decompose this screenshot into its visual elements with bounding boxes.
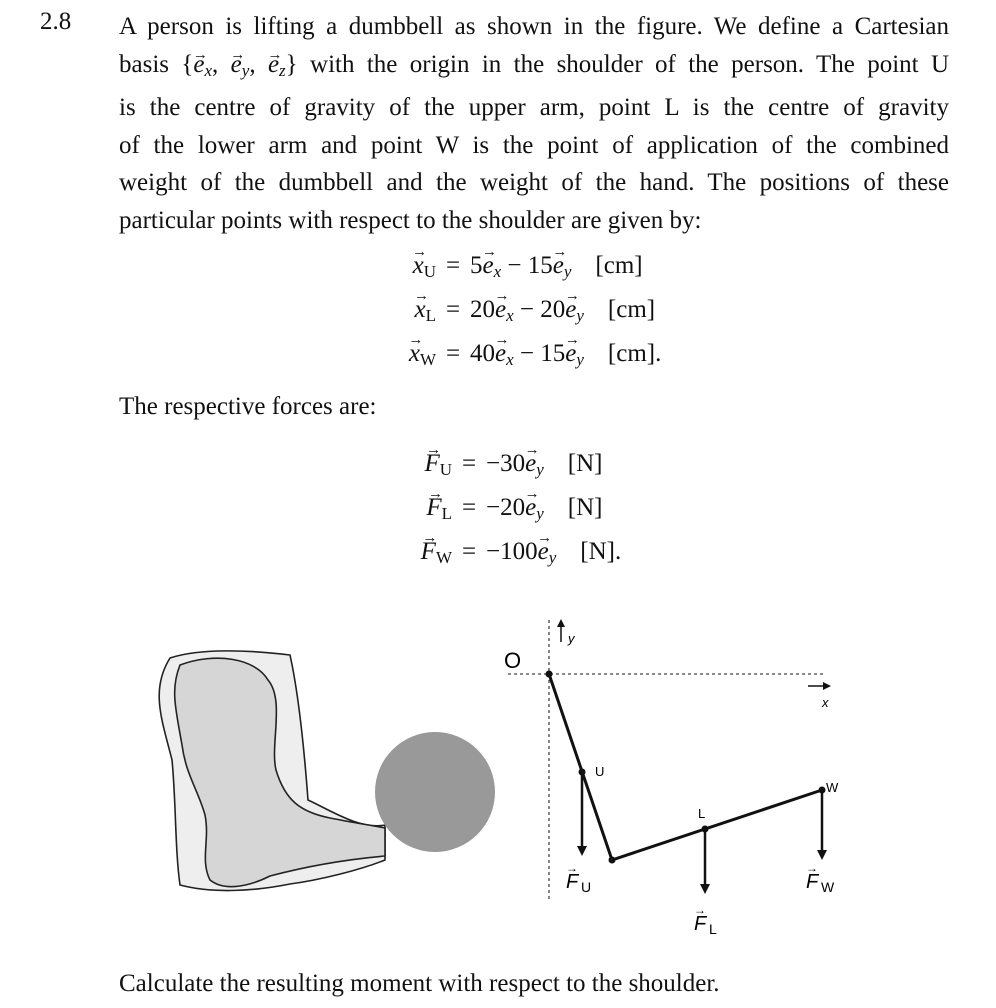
- question-text: Calculate the resulting moment with respect to the shoulder.: [119, 970, 720, 997]
- svg-text:L: L: [709, 921, 717, 937]
- force-eq-u: → $F_U$ = −30→ ey [N]: [412, 450, 602, 480]
- origin-label: O: [504, 648, 522, 673]
- position-eq-u-rhs: 5→ ex − 15→ ey: [470, 252, 571, 282]
- x-axis-label: x: [822, 695, 829, 710]
- forces-intro: The respective forces are:: [119, 393, 377, 420]
- force-l-label: F: [694, 913, 707, 935]
- force-arrows: [577, 772, 827, 894]
- point-u-label: U: [595, 764, 605, 779]
- intro-line-5: weight of the dumbbell and the weight of the hand. The positions of these: [119, 169, 949, 196]
- intro-line-6: particular points with respect to the shoulder are given by:: [119, 206, 702, 234]
- arm-skeleton: [546, 671, 840, 864]
- position-eq-u: → $x_U$ = 5→ ex − 15→ ey [cm]: [384, 252, 643, 282]
- svg-text:W: W: [821, 879, 835, 895]
- point-w-label: W: [826, 780, 839, 795]
- intro-line-3: is the centre of gravity of the upper arm, point L is the centre of gravity: [119, 94, 949, 121]
- force-w-label: F: [806, 871, 819, 893]
- y-axis-label: y: [568, 631, 575, 646]
- svg-text:→: →: [566, 861, 578, 875]
- axes: [504, 619, 831, 900]
- svg-text:→: →: [806, 861, 818, 875]
- svg-text:→: →: [694, 903, 706, 917]
- force-eq-w: → $F_W$ = −100→ ey [N].: [412, 538, 621, 568]
- position-eq-l: → $x_L$ = 20→ ex − 20→ ey [cm]: [384, 296, 655, 326]
- intro-line-4: of the lower arm and point W is the point of application of the combined: [119, 131, 949, 159]
- force-eq-l: → $F_L$ = −20→ ey [N]: [412, 494, 602, 524]
- point-l-label: L: [698, 806, 706, 821]
- force-labels: [566, 861, 835, 937]
- position-eq-w: → $x_W$ = 40→ ex − 15→ ey [cm].: [384, 340, 661, 370]
- force-u-label: F: [566, 871, 579, 893]
- problem-number: 2.8: [40, 8, 72, 35]
- arm-illustration: [159, 651, 495, 891]
- dumbbell-weight: [375, 732, 495, 852]
- intro-line-1: A person is lifting a dumbbell as shown in the figure. We define a Cartesian: [119, 13, 949, 40]
- intro-line-2: basis {→ ex, → ey, → ez} with the origin in the shoulder of the person. The point U: [119, 46, 949, 90]
- svg-text:U: U: [581, 879, 592, 895]
- position-eq-w-rhs: 40→ ex − 15→ ey: [470, 340, 584, 370]
- position-eq-l-rhs: 20→ ex − 20→ ey: [470, 296, 584, 326]
